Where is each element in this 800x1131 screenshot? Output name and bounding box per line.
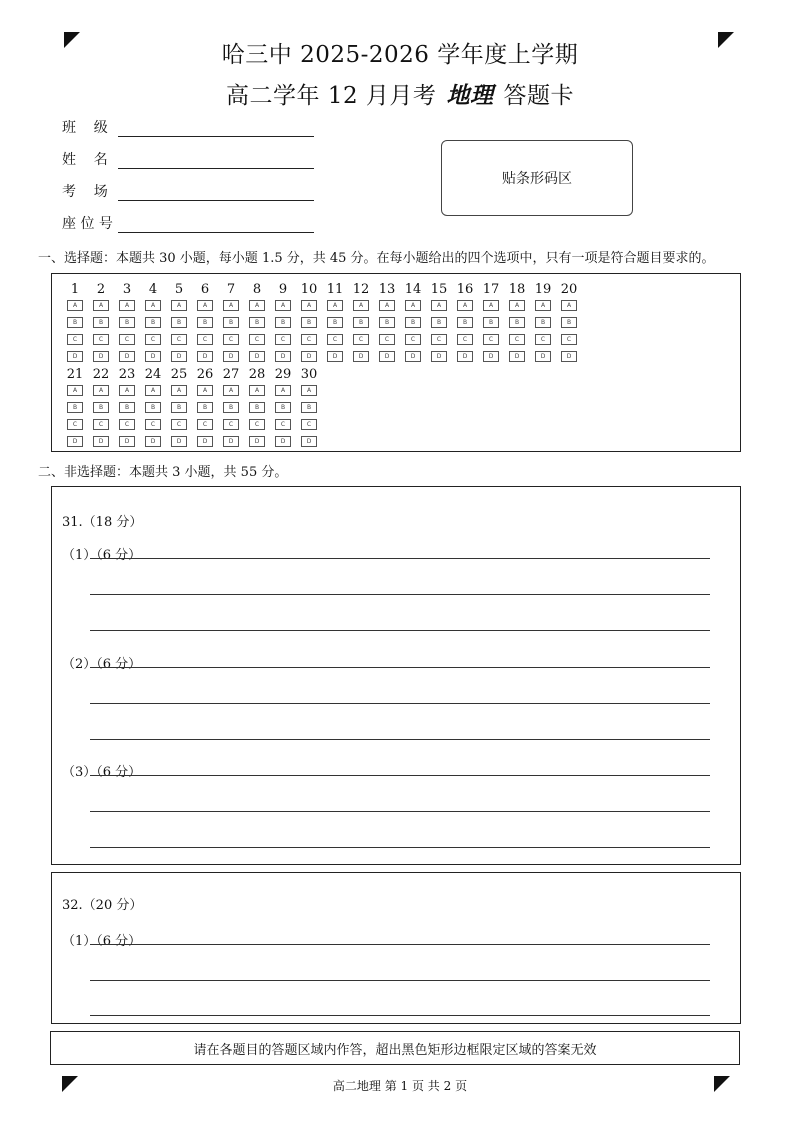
question-number: 17 [482,282,500,297]
question-column [272,282,298,368]
option-bubble[interactable]: B [327,317,343,328]
option-bubble[interactable]: C [509,334,525,345]
answer-line[interactable] [90,811,710,812]
question-number: 18 [508,282,526,297]
question-number: 21 [66,367,84,382]
option-bubble[interactable]: B [561,317,577,328]
question-column [350,282,376,368]
field-label: 座 位 号 [62,216,113,232]
option-bubble[interactable]: B [67,402,83,413]
option-bubble[interactable]: C [379,334,395,345]
option-bubble[interactable]: D [67,351,83,362]
option-bubble[interactable]: B [197,402,213,413]
option-bubble[interactable]: A [67,385,83,396]
question-column [558,282,584,368]
field-label: 姓 名 [62,152,108,168]
question-column [454,282,480,368]
option-bubble[interactable]: A [119,300,135,311]
question-column [220,282,246,368]
option-bubble[interactable]: C [535,334,551,345]
question-column [324,282,350,368]
answer-line[interactable] [90,1015,710,1016]
question-column [428,282,454,368]
field-label: 班 级 [62,120,108,136]
option-bubble[interactable]: C [275,334,291,345]
option-bubble[interactable]: D [535,351,551,362]
option-bubble[interactable]: D [353,351,369,362]
answer-area-notice [50,1031,740,1065]
option-bubble[interactable]: B [197,317,213,328]
option-bubble[interactable]: B [223,402,239,413]
option-bubble[interactable]: C [353,334,369,345]
field-label: 考 场 [62,184,108,200]
subtitle-suffix: 答题卡 [503,83,574,109]
option-bubble[interactable]: C [197,419,213,430]
option-bubble[interactable]: D [275,436,291,447]
mc-row-1 [64,282,584,368]
answer-box-q31 [51,486,741,865]
option-bubble[interactable]: B [509,317,525,328]
field-line[interactable] [118,152,314,169]
option-bubble[interactable]: D [171,436,187,447]
option-bubble[interactable]: C [301,419,317,430]
option-bubble[interactable]: B [353,317,369,328]
question-number: 5 [174,282,184,297]
option-bubble[interactable]: B [223,317,239,328]
question-column [90,282,116,368]
question-number: 15 [430,282,448,297]
answer-line[interactable] [90,630,710,631]
option-bubble[interactable]: D [509,351,525,362]
question-column [246,367,272,453]
option-bubble[interactable]: A [171,300,187,311]
section2-heading: 二、非选择题：本题共 3 小题，共 55 分。 [38,465,288,480]
option-bubble[interactable]: B [171,402,187,413]
option-bubble[interactable]: A [145,385,161,396]
option-bubble[interactable]: A [93,300,109,311]
option-bubble[interactable]: B [145,317,161,328]
question-column [90,367,116,453]
question-column [376,282,402,368]
option-bubble[interactable]: D [301,436,317,447]
option-bubble[interactable]: A [405,300,421,311]
question-number: 14 [404,282,422,297]
option-bubble[interactable]: D [67,436,83,447]
question-number: 2 [96,282,106,297]
option-bubble[interactable]: B [405,317,421,328]
option-bubble[interactable]: A [561,300,577,311]
option-bubble[interactable]: B [93,402,109,413]
option-bubble[interactable]: B [457,317,473,328]
subject-label: 地理 [446,82,494,109]
question-column [298,282,324,368]
option-bubble[interactable]: C [483,334,499,345]
option-bubble[interactable]: D [431,351,447,362]
question-number: 9 [278,282,288,297]
option-bubble[interactable]: C [171,419,187,430]
question-number: 13 [378,282,396,297]
field-line[interactable] [118,184,314,201]
option-bubble[interactable]: D [301,351,317,362]
option-bubble[interactable]: B [275,317,291,328]
option-bubble[interactable]: A [93,385,109,396]
question-number: 28 [248,367,266,382]
question-title: 31.（18 分） [62,515,143,530]
question-column [480,282,506,368]
option-bubble[interactable]: B [431,317,447,328]
multiple-choice-box [51,273,741,452]
question-column [402,282,428,368]
option-bubble[interactable]: A [457,300,473,311]
option-bubble[interactable]: A [431,300,447,311]
option-bubble[interactable]: C [197,334,213,345]
option-bubble[interactable]: B [145,402,161,413]
option-bubble[interactable]: B [171,317,187,328]
option-bubble[interactable]: C [561,334,577,345]
question-column [64,367,90,453]
option-bubble[interactable]: D [327,351,343,362]
answer-line[interactable] [90,775,710,776]
question-number: 22 [92,367,110,382]
answer-box-q32 [51,872,741,1024]
option-bubble[interactable]: A [301,300,317,311]
option-bubble[interactable]: B [67,317,83,328]
question-column [142,367,168,453]
option-bubble[interactable]: B [483,317,499,328]
question-column [246,282,272,368]
question-number: 26 [196,367,214,382]
option-bubble[interactable]: B [379,317,395,328]
option-bubble[interactable]: B [249,317,265,328]
option-bubble[interactable]: B [535,317,551,328]
option-bubble[interactable]: C [223,334,239,345]
answer-line[interactable] [90,739,710,740]
page-title: 哈三中 2025-2026 学年度上学期 [221,42,579,68]
barcode-area [441,140,633,216]
option-bubble[interactable]: A [275,300,291,311]
question-number: 3 [122,282,132,297]
option-bubble[interactable]: C [171,334,187,345]
option-bubble[interactable]: B [275,402,291,413]
question-title: 32.（20 分） [62,898,143,913]
option-bubble[interactable]: B [93,317,109,328]
option-bubble[interactable]: D [561,351,577,362]
option-bubble[interactable]: C [275,419,291,430]
option-bubble[interactable]: A [223,385,239,396]
notice-text: 请在各题目的答题区域内作答，超出黑色矩形边框限定区域的答案无效 [193,1042,597,1058]
option-bubble[interactable]: A [119,385,135,396]
option-bubble[interactable]: C [93,334,109,345]
option-bubble[interactable]: D [405,351,421,362]
exam-room-field[interactable] [62,181,314,201]
question-number: 20 [560,282,578,297]
answer-line[interactable] [90,980,710,981]
answer-line[interactable] [90,944,710,945]
question-column [142,282,168,368]
question-number: 7 [226,282,236,297]
answer-line[interactable] [90,703,710,704]
subquestion-label: （1）（6 分） [62,934,142,949]
option-bubble[interactable]: A [379,300,395,311]
option-bubble[interactable]: A [535,300,551,311]
option-bubble[interactable]: D [223,351,239,362]
option-bubble[interactable]: C [93,419,109,430]
option-bubble[interactable]: D [197,436,213,447]
option-bubble[interactable]: C [119,419,135,430]
question-number: 6 [200,282,210,297]
question-number: 11 [326,282,344,297]
question-number: 24 [144,367,162,382]
question-number: 1 [70,282,80,297]
option-bubble[interactable]: C [145,419,161,430]
option-bubble[interactable]: A [197,385,213,396]
option-bubble[interactable]: D [145,436,161,447]
option-bubble[interactable]: C [249,334,265,345]
question-number: 30 [300,367,318,382]
subquestion-label: （2）（6 分） [62,657,142,672]
question-column [194,282,220,368]
question-number: 16 [456,282,474,297]
option-bubble[interactable]: D [145,351,161,362]
option-bubble[interactable]: D [249,436,265,447]
option-bubble[interactable]: A [197,300,213,311]
question-column [64,282,90,368]
question-number: 23 [118,367,136,382]
option-bubble[interactable]: C [249,419,265,430]
option-bubble[interactable]: D [249,351,265,362]
option-bubble[interactable]: A [223,300,239,311]
option-bubble[interactable]: B [301,317,317,328]
option-bubble[interactable]: D [197,351,213,362]
question-number: 10 [300,282,318,297]
option-bubble[interactable]: A [509,300,525,311]
option-bubble[interactable]: D [119,436,135,447]
question-number: 27 [222,367,240,382]
option-bubble[interactable]: A [301,385,317,396]
question-column [168,367,194,453]
mc-row-2 [64,367,324,453]
option-bubble[interactable]: A [249,385,265,396]
option-bubble[interactable]: C [119,334,135,345]
seat-number-field[interactable] [62,213,314,233]
name-field[interactable] [62,149,314,169]
question-number: 25 [170,367,188,382]
option-bubble[interactable]: D [457,351,473,362]
option-bubble[interactable]: D [223,436,239,447]
option-bubble[interactable]: B [301,402,317,413]
page-subtitle [0,77,800,110]
option-bubble[interactable]: D [93,351,109,362]
option-bubble[interactable]: D [275,351,291,362]
option-bubble[interactable]: A [67,300,83,311]
option-bubble[interactable]: D [93,436,109,447]
question-column [272,367,298,453]
option-bubble[interactable]: D [171,351,187,362]
option-bubble[interactable]: A [145,300,161,311]
option-bubble[interactable]: C [431,334,447,345]
question-number: 29 [274,367,292,382]
option-bubble[interactable]: C [405,334,421,345]
option-bubble[interactable]: C [223,419,239,430]
answer-line[interactable] [90,594,710,595]
option-bubble[interactable]: C [327,334,343,345]
question-column [506,282,532,368]
option-bubble[interactable]: B [119,402,135,413]
answer-line[interactable] [90,667,710,668]
class-field[interactable] [62,117,314,137]
question-number: 4 [148,282,158,297]
question-column [116,367,142,453]
answer-line[interactable] [90,558,710,559]
option-bubble[interactable]: D [483,351,499,362]
option-bubble[interactable]: D [119,351,135,362]
option-bubble[interactable]: A [483,300,499,311]
option-bubble[interactable]: C [145,334,161,345]
option-bubble[interactable]: A [327,300,343,311]
option-bubble[interactable]: A [275,385,291,396]
option-bubble[interactable]: C [457,334,473,345]
field-line[interactable] [118,120,314,137]
subquestion-label: （1）（6 分） [62,548,142,563]
question-column [116,282,142,368]
option-bubble[interactable]: C [301,334,317,345]
field-line[interactable] [118,216,314,233]
question-number: 8 [252,282,262,297]
option-bubble[interactable]: D [379,351,395,362]
page-footer: 高二地理 第 1 页 共 2 页 [332,1079,468,1093]
question-number: 12 [352,282,370,297]
question-column [298,367,324,453]
option-bubble[interactable]: B [119,317,135,328]
option-bubble[interactable]: A [353,300,369,311]
question-column [532,282,558,368]
option-bubble[interactable]: B [249,402,265,413]
barcode-label: 贴条形码区 [502,171,572,187]
option-bubble[interactable]: C [67,419,83,430]
option-bubble[interactable]: C [67,334,83,345]
question-column [194,367,220,453]
option-bubble[interactable]: A [171,385,187,396]
subtitle-prefix: 高二学年 12 月月考 [226,83,437,109]
question-column [220,367,246,453]
subquestion-label: （3）（6 分） [62,765,142,780]
answer-line[interactable] [90,847,710,848]
section1-heading: 一、选择题：本题共 30 小题，每小题 1.5 分，共 45 分。在每小题给出的四个选项中，只有一项是符合题目要求的。 [38,251,715,266]
question-number: 19 [534,282,552,297]
option-bubble[interactable]: A [249,300,265,311]
question-column [168,282,194,368]
